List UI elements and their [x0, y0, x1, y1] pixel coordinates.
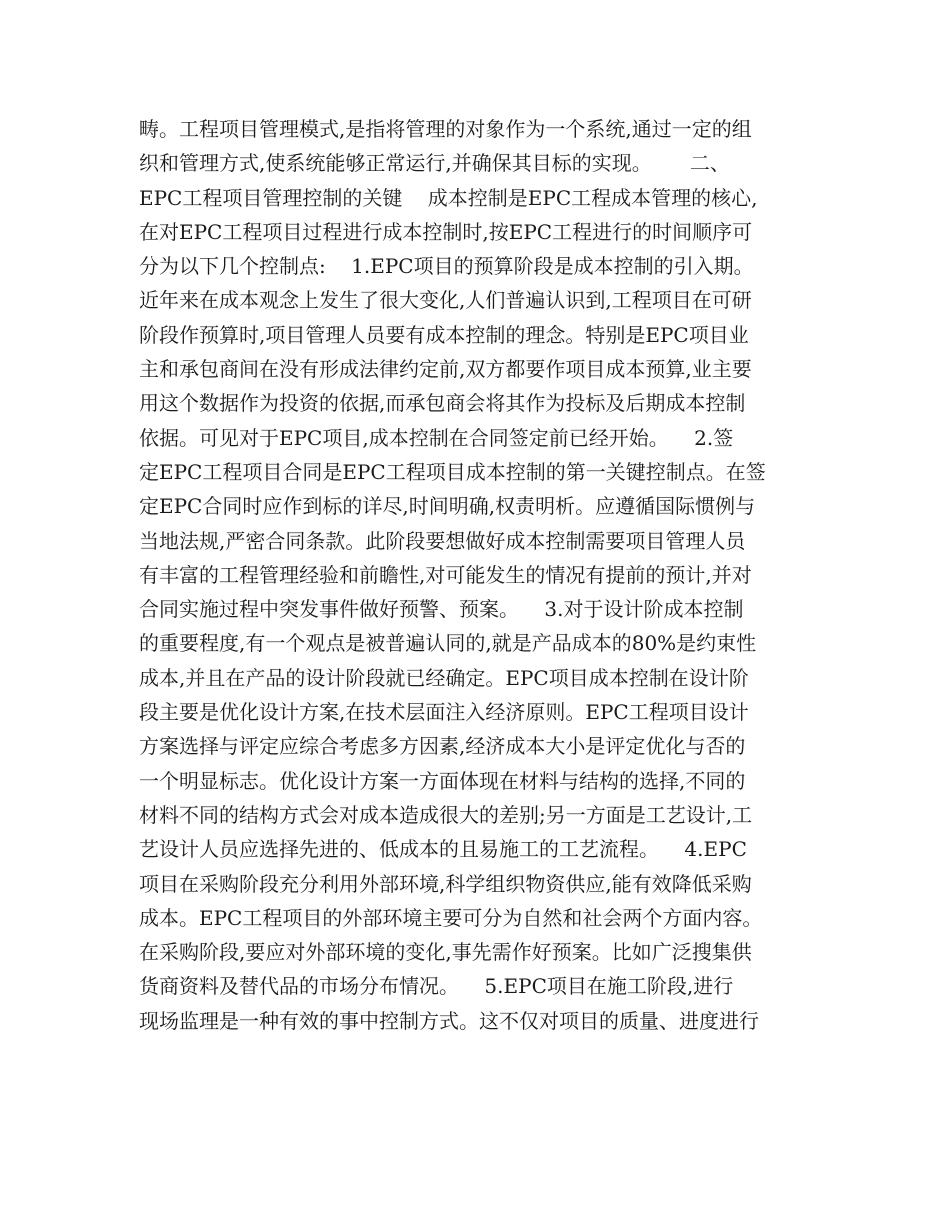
text-line: 定EPC工程项目合同是EPC工程项目成本控制的第一关键控制点。在签	[139, 459, 766, 484]
text-line: 项目在采购阶段充分利用外部环境,科学组织物资供应,能有效降低采购	[139, 871, 752, 896]
text-line: 一个明显标志。优化设计方案一方面体现在材料与结构的选择,不同的	[139, 768, 746, 793]
text-line: 分为以下几个控制点: 1.EPC项目的预算阶段是成本控制的引入期。	[139, 254, 754, 279]
text-line: 材料不同的结构方式会对成本造成很大的差别;另一方面是工艺设计,工	[139, 802, 753, 827]
text-line: 现场监理是一种有效的事中控制方式。这不仅对项目的质量、进度进行	[139, 1008, 759, 1033]
text-line: 合同实施过程中突发事件做好预警、预案。 3.对于设计阶成本控制	[139, 597, 744, 622]
text-line: EPC工程项目管理控制的关键 成本控制是EPC工程成本管理的核心,	[139, 185, 758, 210]
text-line: 成本。EPC工程项目的外部环境主要可分为自然和社会两个方面内容。	[139, 905, 763, 930]
text-line: 当地法规,严密合同条款。此阶段要想做好成本控制需要项目管理人员	[139, 528, 746, 553]
text-line: 定EPC合同时应作到标的详尽,时间明确,权责明析。应遵循国际惯例与	[139, 494, 756, 519]
text-line: 的重要程度,有一个观点是被普遍认同的,就是产品成本的80%是约束性	[139, 631, 757, 656]
text-line: 在对EPC工程项目过程进行成本控制时,按EPC工程进行的时间顺序可	[139, 219, 753, 244]
text-line: 在采购阶段,要应对外部环境的变化,事先需作好预案。比如广泛搜集供	[139, 940, 752, 965]
text-line: 近年来在成本观念上发生了很大变化,人们普遍认识到,工程项目在可研	[139, 288, 752, 313]
text-line: 织和管理方式,使系统能够正常运行,并确保其目标的实现。 二、	[139, 151, 730, 176]
text-line: 货商资料及替代品的市场分布情况。 5.EPC项目在施工阶段,进行	[139, 974, 734, 999]
text-line: 方案选择与评定应综合考虑多方因素,经济成本大小是评定优化与否的	[139, 734, 746, 759]
text-line: 用这个数据作为投资的依据,而承包商会将其作为投标及后期成本控制	[139, 391, 746, 416]
text-line: 畴。工程项目管理模式,是指将管理的对象作为一个系统,通过一定的组	[139, 117, 752, 141]
text-line: 阶段作预算时,项目管理人员要有成本控制的理念。特别是EPC项目业	[139, 322, 749, 347]
body-text	[139, 112, 766, 1038]
text-line: 依据。可见对于EPC项目,成本控制在合同签定前已经开始。 2.签	[139, 425, 734, 450]
text-line: 艺设计人员应选择先进的、低成本的且易施工的工艺流程。 4.EPC	[139, 837, 747, 862]
text-line: 有丰富的工程管理经验和前瞻性,对可能发生的情况有提前的预计,并对	[139, 562, 752, 587]
text-line: 主和承包商间在没有形成法律约定前,双方都要作项目成本预算,业主要	[139, 357, 752, 382]
text-line: 成本,并且在产品的设计阶段就已经确定。EPC项目成本控制在设计阶	[139, 665, 749, 690]
text-line: 段主要是优化设计方案,在技术层面注入经济原则。EPC工程项目设计	[139, 700, 749, 725]
